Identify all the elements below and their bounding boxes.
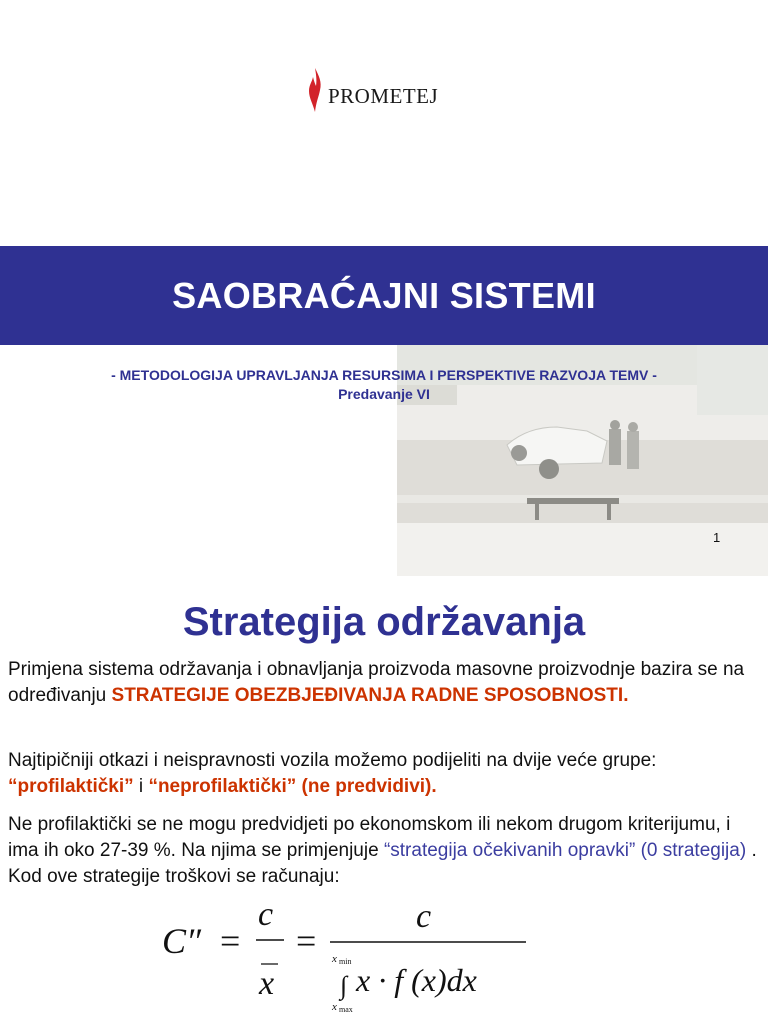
- formula-lhs: C″: [162, 921, 202, 961]
- cover-subtitle: [0, 366, 768, 404]
- upper-limit-sub: min: [339, 957, 352, 966]
- integral-sign: ∫: [340, 971, 348, 1000]
- formula-integrand: x · f (x)dx: [356, 962, 477, 998]
- neprofilakticki-term: “neprofilaktički” (ne predvidivi).: [148, 776, 437, 797]
- formula-denominator-1: x: [259, 965, 275, 1002]
- paragraph-1-highlight: STRATEGIJE OBEZBJEĐIVANJA RADNE SPOSOBNOSTI.: [111, 685, 629, 706]
- strategy-term: “strategija očekivanih opravki” (0 strategija): [383, 840, 747, 861]
- formula-equals-1: =: [220, 921, 241, 961]
- title-banner: [0, 246, 768, 345]
- cost-formula: [160, 895, 540, 1024]
- subtitle-line2: Predavanje VI: [338, 386, 430, 402]
- paragraph-2-conjunction: i: [133, 776, 149, 797]
- page-number: 1: [713, 530, 721, 545]
- flame-icon: [306, 68, 324, 112]
- lower-limit-sub: max: [339, 1005, 353, 1014]
- paragraph-1-text: Primjena sistema održavanja i obnavljanja proizvoda masovne proizvodnje bazira se na određivanju: [8, 659, 745, 706]
- lower-limit: x: [332, 1001, 337, 1013]
- profilakticki-term: “profilaktički”: [8, 776, 134, 797]
- paragraph-3-end: . Kod ove strategije troškovi se računaju:: [8, 840, 757, 887]
- subtitle-line1: - METODOLOGIJA UPRAVLJANJA RESURSIMA I PERSPEKTIVE RAZVOJA TEMV -: [111, 367, 657, 383]
- paragraph-3-text: Ne profilaktički se ne mogu predvidjeti po ekonomskom ili nekom drugom kriterijumu, i ima ih oko 27-39 %. Na njima se primjenjuje: [8, 814, 731, 861]
- slide-title: Strategija održavanja: [182, 600, 586, 644]
- paragraph-2-text: Najtipičniji otkazi i neispravnosti vozila možemo podijeliti na dvije veće grupe:: [8, 750, 657, 771]
- upper-limit: x: [332, 953, 337, 965]
- formula-numerator-1: c: [258, 896, 274, 933]
- brand-name: PROMETEJ: [328, 83, 439, 108]
- prometej-logo: [306, 68, 438, 112]
- paragraph-2: [8, 748, 760, 800]
- cover-title: SAOBRAĆAJNI SISTEMI: [172, 274, 596, 316]
- formula-numerator-2: c: [416, 898, 432, 935]
- paragraph-3: [8, 812, 760, 890]
- paragraph-1: [8, 657, 760, 709]
- formula-equals-2: =: [296, 921, 317, 961]
